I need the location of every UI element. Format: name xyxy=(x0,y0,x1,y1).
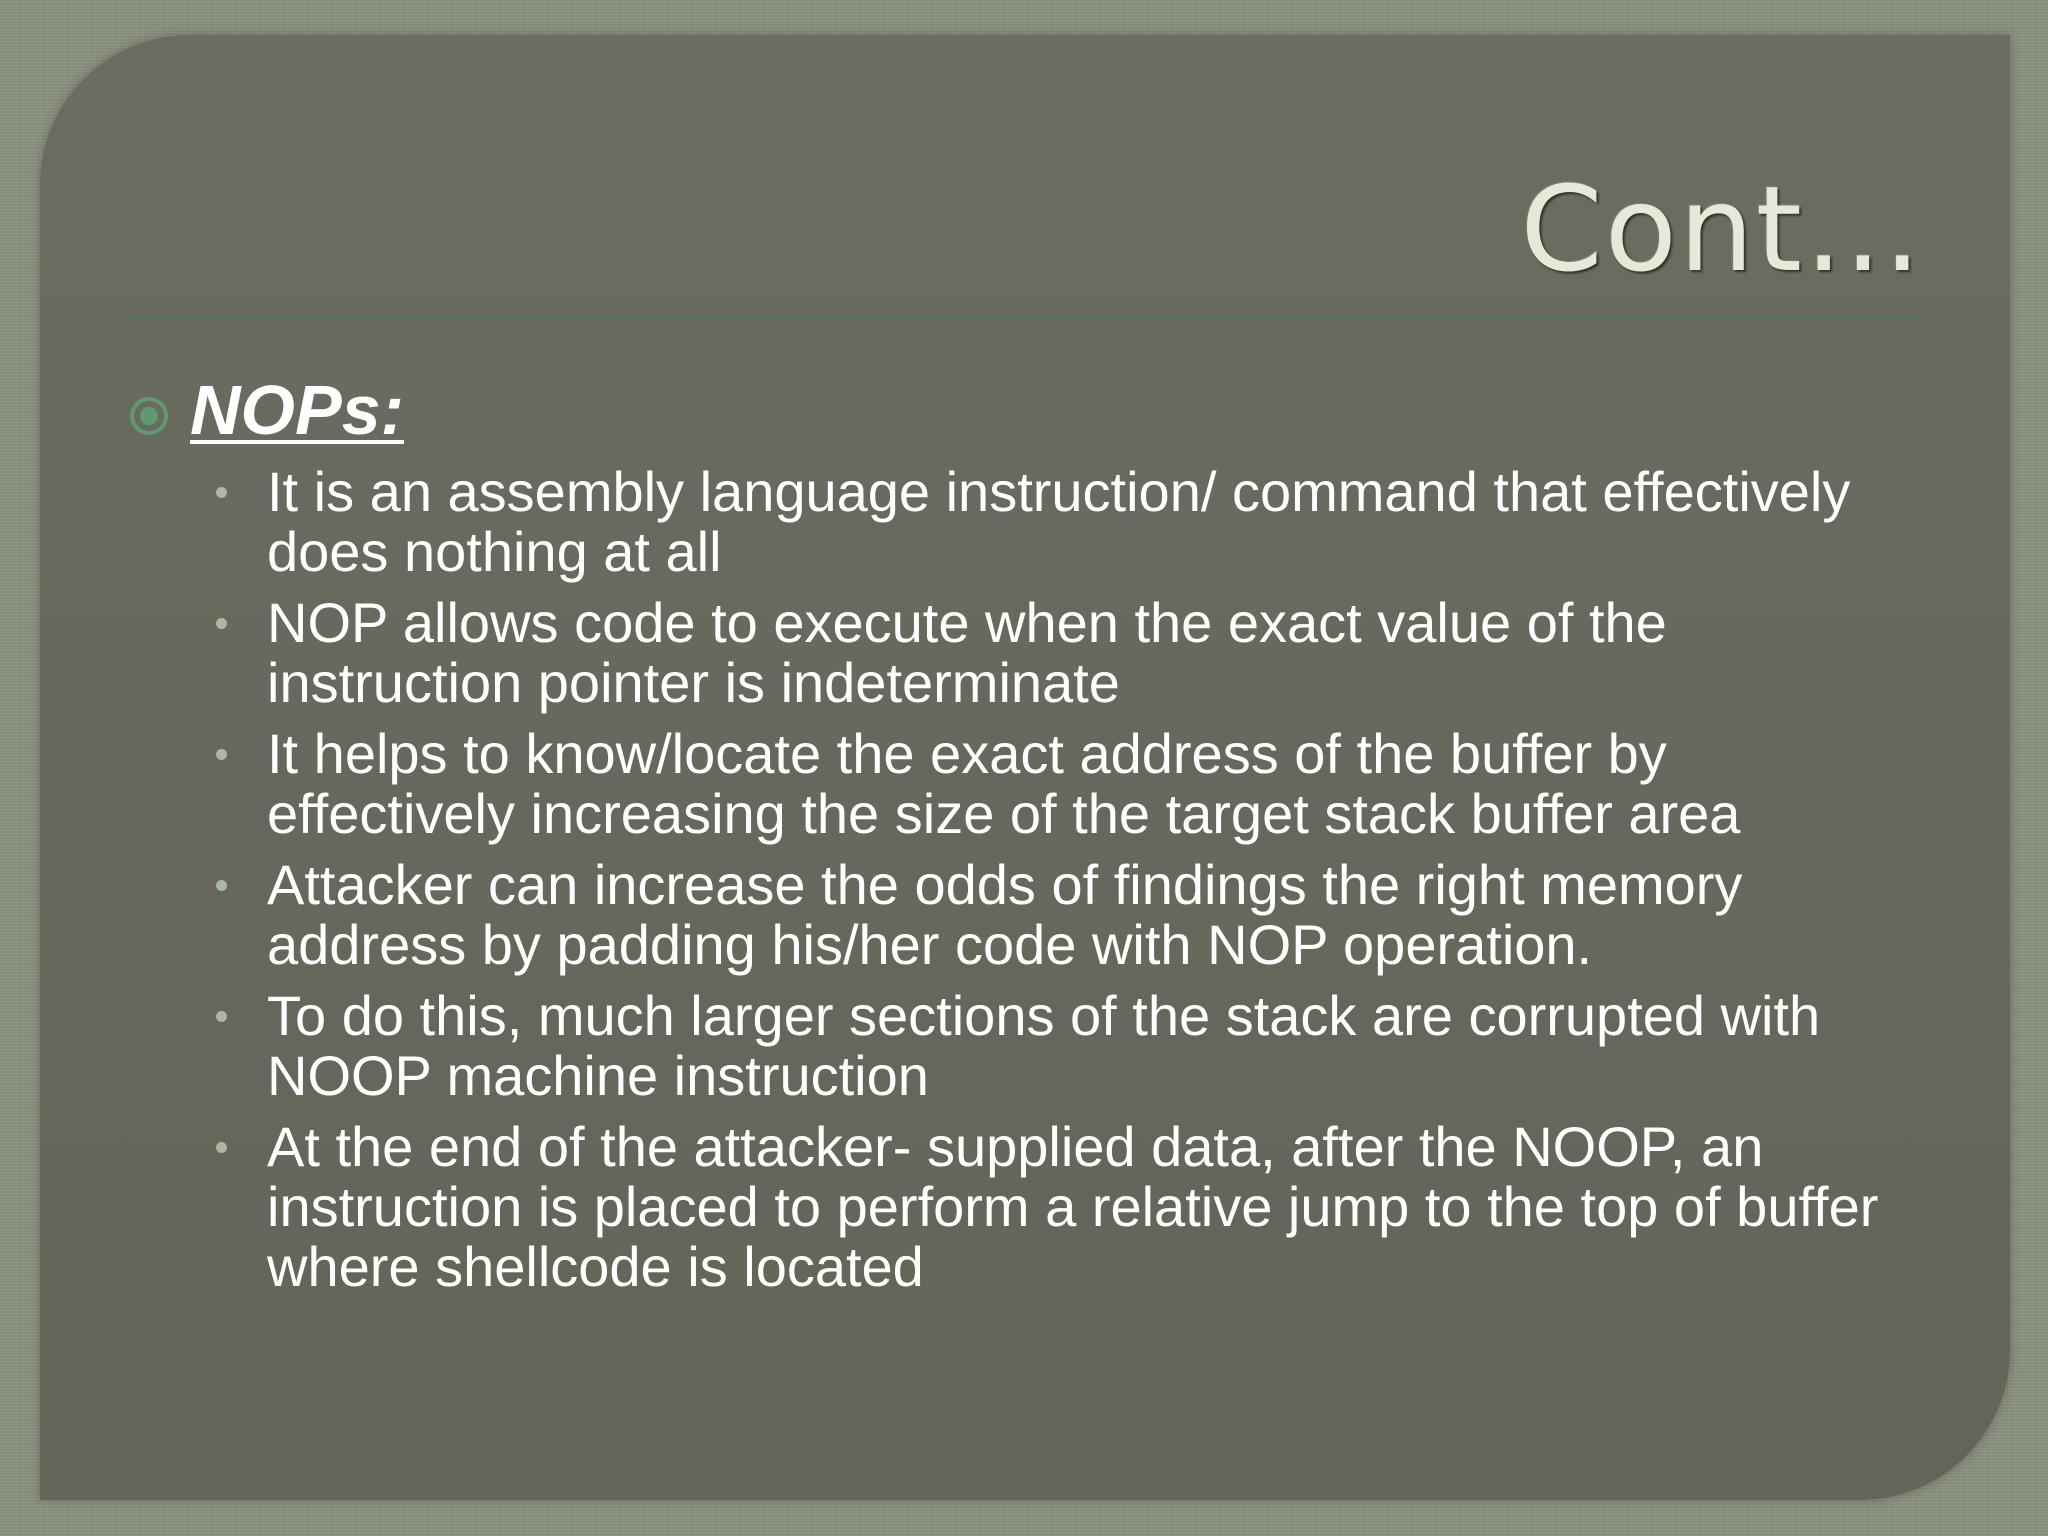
circle-bullet-icon xyxy=(128,395,170,437)
section-heading: NOPs: xyxy=(190,371,404,449)
bullet-item xyxy=(128,593,1928,713)
bullet-text: It is an assembly language instruction/ command that effectively does nothing at all xyxy=(267,460,1851,583)
bullet-item xyxy=(128,1117,1928,1297)
bullet-text: NOP allows code to execute when the exact value of the instruction pointer is indeterminate xyxy=(267,591,1667,714)
bullet-text: At the end of the attacker- supplied data, after the NOOP, an instruction is placed to perform a relative jump to the top of buffer where shellcode is located xyxy=(267,1115,1879,1298)
bullet-item xyxy=(128,724,1928,844)
bullet-list xyxy=(128,462,1928,1297)
bullet-item xyxy=(128,986,1928,1106)
dot-bullet-icon xyxy=(216,880,227,891)
slide-title: Cont… xyxy=(1520,160,1924,298)
dot-bullet-icon xyxy=(216,1142,227,1153)
dot-bullet-icon xyxy=(216,487,227,498)
slide-content xyxy=(128,370,1928,1308)
bullet-text: It helps to know/locate the exact address of the buffer by effectively increasing the size of the target stack buffer area xyxy=(267,722,1741,845)
title-divider xyxy=(132,317,1926,320)
dot-bullet-icon xyxy=(216,749,227,760)
bullet-item xyxy=(128,462,1928,582)
dot-bullet-icon xyxy=(216,1011,227,1022)
dot-bullet-icon xyxy=(216,618,227,629)
bullet-text: To do this, much larger sections of the stack are corrupted with NOOP machine instruction xyxy=(267,984,1821,1107)
bullet-item xyxy=(128,855,1928,975)
bullet-text: Attacker can increase the odds of findings the right memory address by padding his/her code with NOP operation. xyxy=(267,853,1743,976)
section-heading-row xyxy=(128,370,1928,450)
